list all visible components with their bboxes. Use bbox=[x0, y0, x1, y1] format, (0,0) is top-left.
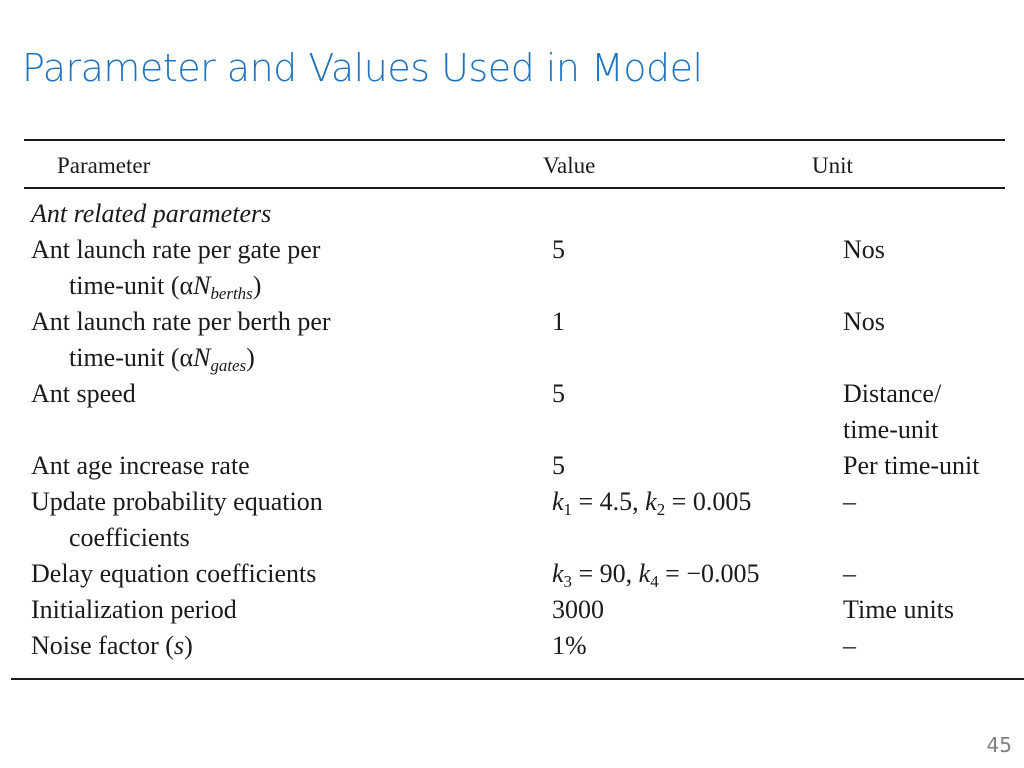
table-row-unit bbox=[843, 376, 941, 448]
section-label: Ant related parameters bbox=[31, 199, 272, 228]
table-row-unit: – bbox=[843, 487, 856, 516]
table-row-value: 1% bbox=[552, 631, 587, 660]
page-number: 45 bbox=[986, 733, 1012, 757]
table-row-value: k3 = 90, k4 = −0.005 bbox=[552, 559, 760, 592]
param-line2: time-unit $(\alpha N_{gates})$ bbox=[69, 343, 255, 376]
table-header-rule bbox=[24, 187, 1005, 189]
unit-line1: Distance/ bbox=[843, 379, 942, 408]
column-header-parameter: Parameter bbox=[57, 153, 151, 178]
table-row-unit: Per time-unit bbox=[843, 451, 980, 480]
column-header-value: Value bbox=[543, 153, 596, 178]
table-row-param: Ant age increase rate bbox=[31, 451, 250, 480]
table-row-unit: Nos bbox=[843, 235, 885, 264]
table-row-value: 1 bbox=[552, 307, 565, 336]
table-top-rule bbox=[24, 139, 1005, 141]
table-row-unit: Time units bbox=[843, 595, 955, 624]
slide-title: Parameter and Values Used in Model bbox=[22, 46, 703, 90]
table-row-param bbox=[31, 304, 331, 376]
param-line2: coefficients bbox=[69, 523, 190, 552]
table-bottom-rule bbox=[11, 678, 1024, 680]
column-header-unit: Unit bbox=[812, 153, 853, 178]
param-line2: time-unit $(\alpha N_{berths})$ bbox=[69, 271, 262, 304]
table-row-unit: – bbox=[843, 559, 856, 588]
param-line1: Update probability equation bbox=[31, 487, 323, 516]
table-row-param: Noise factor (s) bbox=[31, 631, 193, 660]
table-row-param: Initialization period bbox=[31, 595, 237, 624]
table-row-param: Delay equation coefficients bbox=[31, 559, 317, 588]
table-row-param bbox=[31, 484, 323, 556]
table-row-unit: Nos bbox=[843, 307, 885, 336]
param-line1: Ant launch rate per berth per bbox=[31, 307, 331, 336]
table-row-value: 3000 bbox=[552, 595, 604, 624]
table-row-value: k1 = 4.5, k2 = 0.005 bbox=[552, 487, 752, 520]
table-row-value: 5 bbox=[552, 379, 565, 408]
table-row-param bbox=[31, 232, 320, 304]
table-row-unit: – bbox=[843, 631, 856, 660]
table-row-value: 5 bbox=[552, 235, 565, 264]
table-row-value: 5 bbox=[552, 451, 565, 480]
table-row-param: Ant speed bbox=[31, 379, 136, 408]
param-line1: Ant launch rate per gate per bbox=[31, 235, 321, 264]
unit-line2: time-unit bbox=[843, 415, 939, 444]
